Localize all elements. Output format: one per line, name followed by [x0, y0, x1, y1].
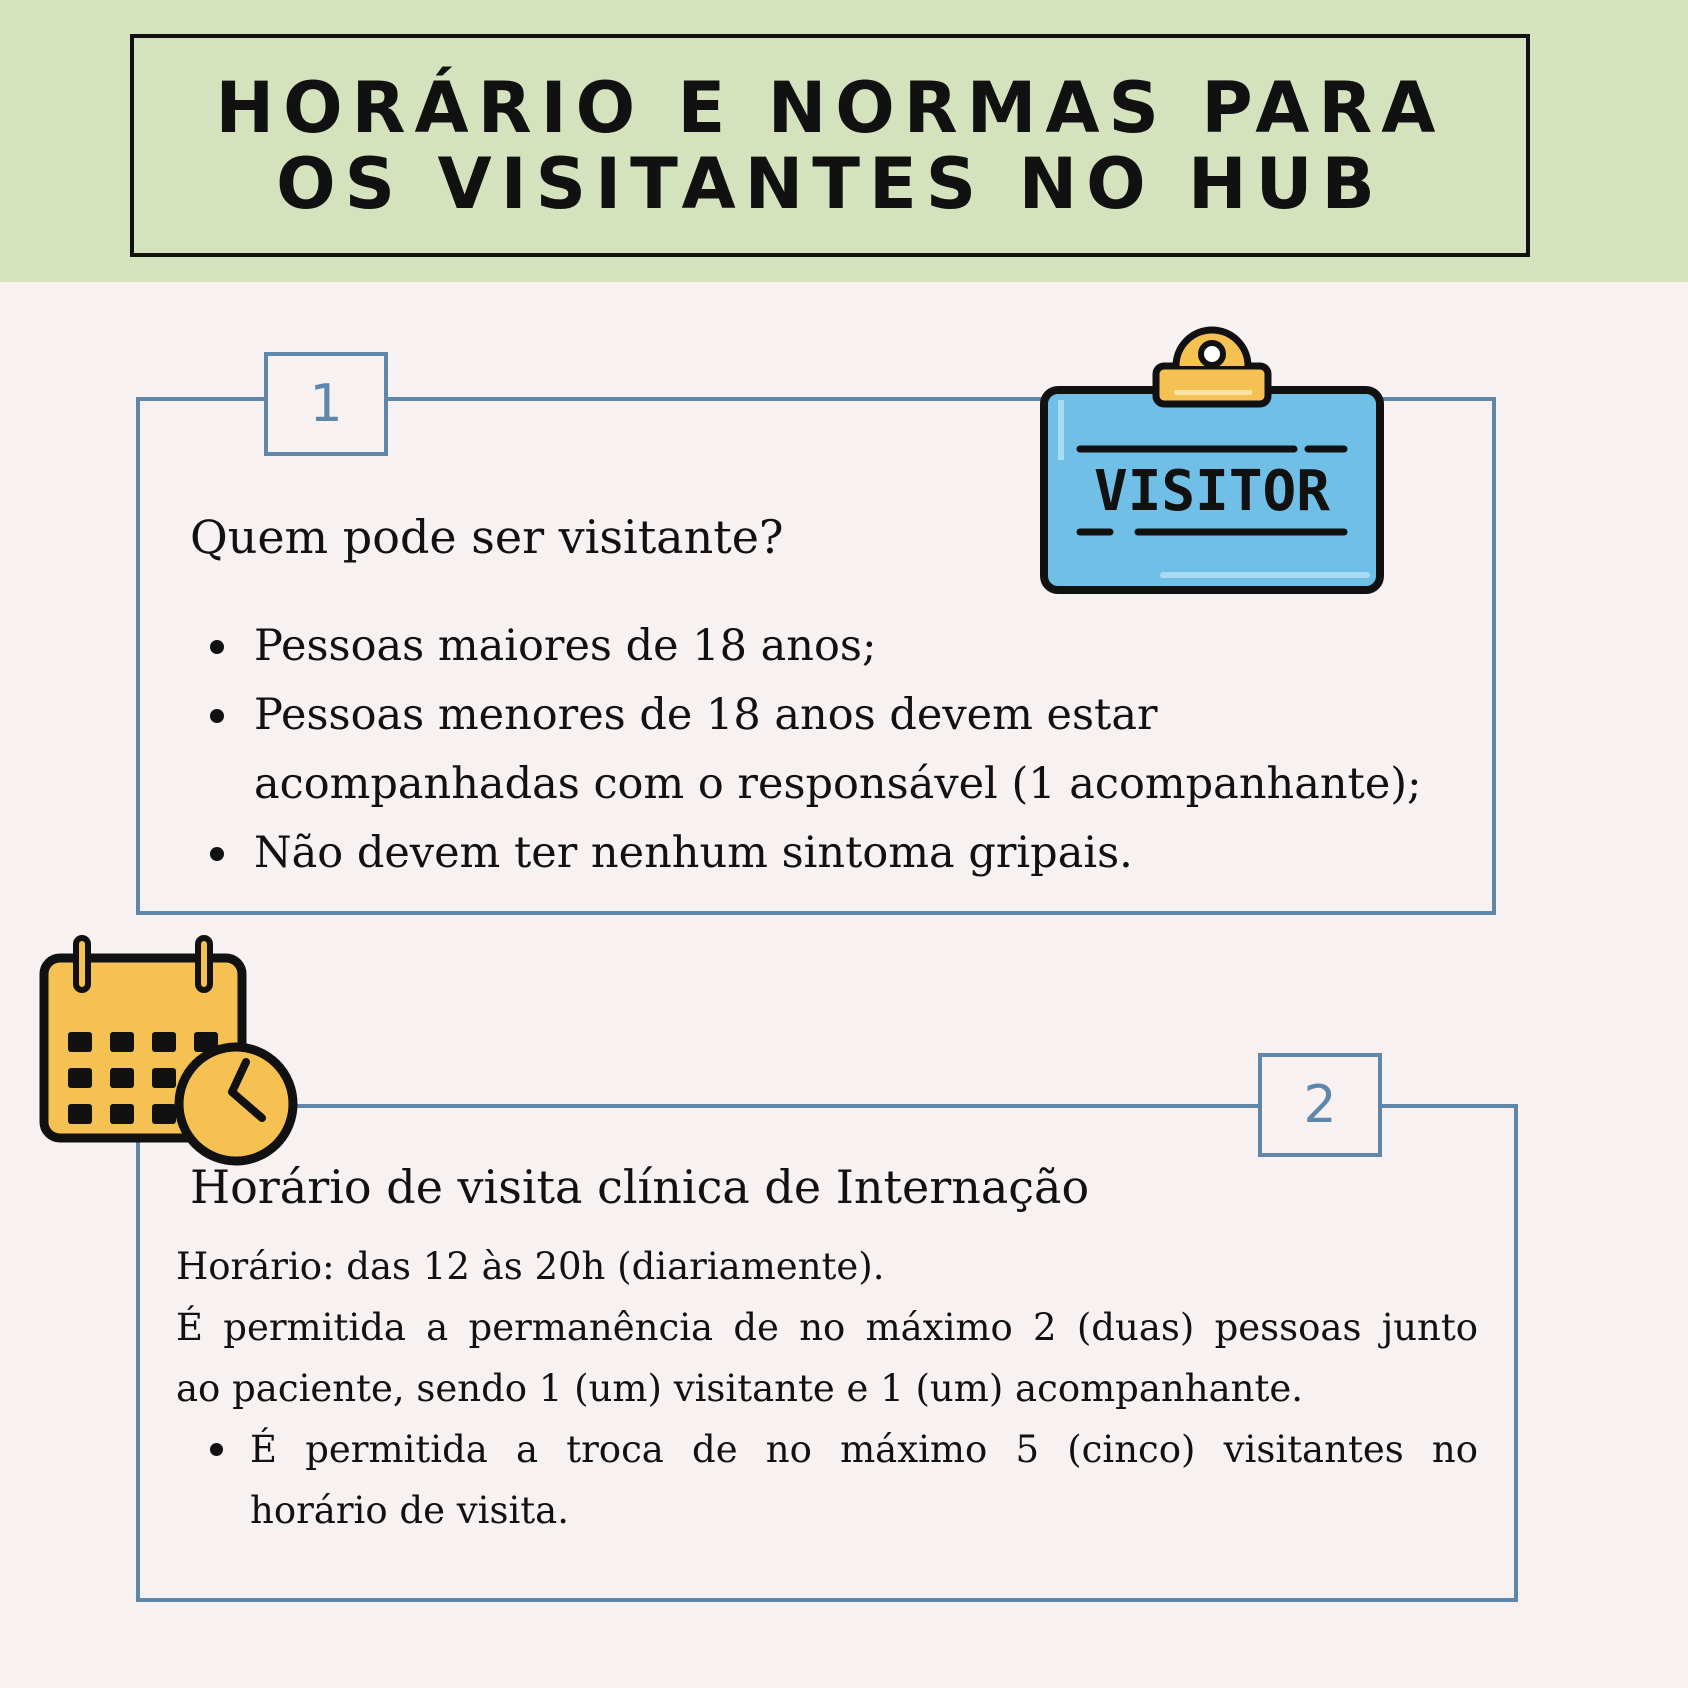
- title-box: [130, 34, 1530, 257]
- list-item: Pessoas maiores de 18 anos;: [190, 612, 1480, 681]
- section-1-question: Quem pode ser visitante?: [190, 510, 784, 564]
- bullet-text-line-1: É permitida a troca de no máximo 5 (cinco) visitantes no: [250, 1428, 1478, 1471]
- list-item: [190, 1419, 1478, 1541]
- calendar-clock-icon: [36, 934, 300, 1170]
- rule-text-line-2: ao paciente, sendo 1 (um) visitante e 1 (um) acompanhante.: [176, 1367, 1304, 1410]
- page-title-line-1: HORÁRIO E NORMAS PARA: [215, 66, 1445, 149]
- list-item: Não devem ter nenhum sintoma gripais.: [190, 819, 1480, 888]
- section-2-number: 2: [1258, 1053, 1382, 1157]
- section-2-list: [190, 1419, 1478, 1541]
- visitor-badge-text: VISITOR: [1093, 459, 1331, 524]
- rule-text-line-1: É permitida a permanência de no máximo 2 (duas) pessoas junto: [176, 1306, 1478, 1349]
- page-title-line-2: OS VISITANTES NO HUB: [276, 142, 1384, 225]
- section-2-heading: Horário de visita clínica de Internação: [190, 1160, 1090, 1214]
- section-1-number: 1: [264, 352, 388, 456]
- section-1-list: [190, 612, 1480, 888]
- visiting-hours-text: Horário: das 12 às 20h (diariamente).: [176, 1245, 885, 1288]
- bullet-text-line-2: horário de visita.: [250, 1489, 569, 1532]
- visitor-badge-icon: [1040, 324, 1386, 596]
- list-item: Pessoas menores de 18 anos devem estar acompanhadas com o responsável (1 acompanhante);: [190, 681, 1480, 819]
